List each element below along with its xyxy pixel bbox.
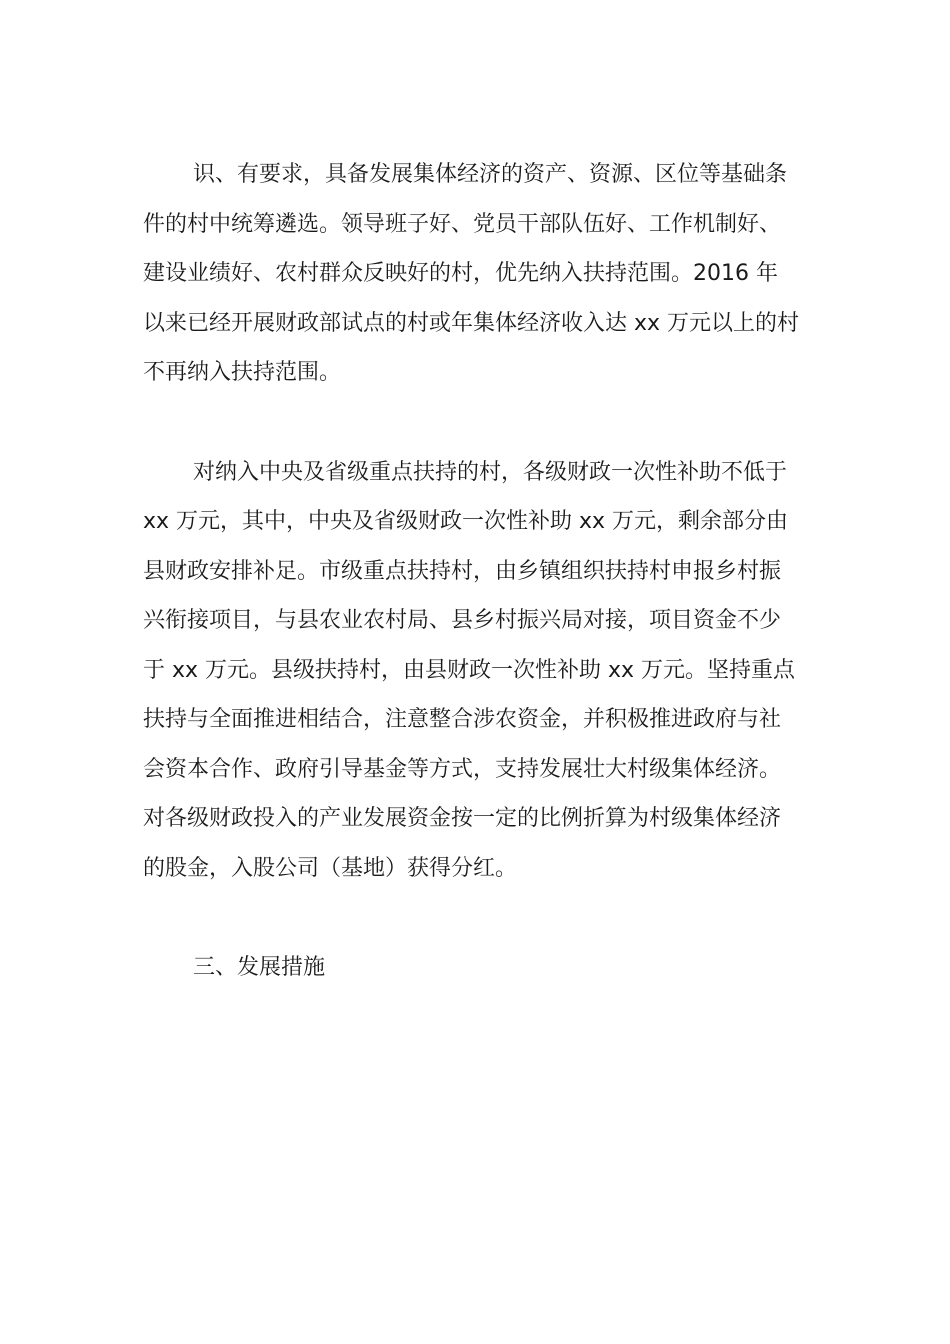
text-line: 会资本合作、政府引导基金等方式，支持发展壮大村级集体经济。 <box>143 756 782 782</box>
text-line: 对各级财政投入的产业发展资金按一定的比例折算为村级集体经济 <box>143 806 782 831</box>
text-line: 于 xx 万元。县级扶持村，由县财政一次性补助 xx 万元。坚持重点 <box>143 657 796 683</box>
paragraph-spacer <box>143 893 807 943</box>
paragraph-eligibility <box>143 150 807 398</box>
text-line: 兴衔接项目，与县农业农村局、县乡村振兴局对接，项目资金不少 <box>143 608 782 633</box>
document-body <box>143 150 807 993</box>
paragraph-funding <box>143 448 807 894</box>
text-line: 的股金，入股公司（基地）获得分红。 <box>143 855 518 881</box>
text-line: 建设业绩好、农村群众反映好的村，优先纳入扶持范围。2016 年 <box>143 261 778 286</box>
text-line: 县财政安排补足。市级重点扶持村，由乡镇组织扶持村申报乡村振 <box>143 558 782 584</box>
text-line: 识、有要求，具备发展集体经济的资产、资源、区位等基础条 <box>193 162 788 187</box>
heading-text: 三、发展措施 <box>193 955 326 980</box>
paragraph-spacer <box>143 398 807 448</box>
text-line: 扶持与全面推进相结合，注意整合涉农资金，并积极推进政府与社 <box>143 707 782 732</box>
text-line: 以来已经开展财政部试点的村或年集体经济收入达 xx 万元以上的村 <box>143 310 800 336</box>
text-line: 不再纳入扶持范围。 <box>143 360 342 385</box>
section-heading <box>143 943 807 993</box>
text-line: 对纳入中央及省级重点扶持的村，各级财政一次性补助不低于 <box>193 459 788 485</box>
text-line: 件的村中统筹遴选。领导班子好、党员干部队伍好、工作机制好、 <box>143 211 782 237</box>
text-line: xx 万元，其中，中央及省级财政一次性补助 xx 万元，剩余部分由 <box>143 509 789 534</box>
